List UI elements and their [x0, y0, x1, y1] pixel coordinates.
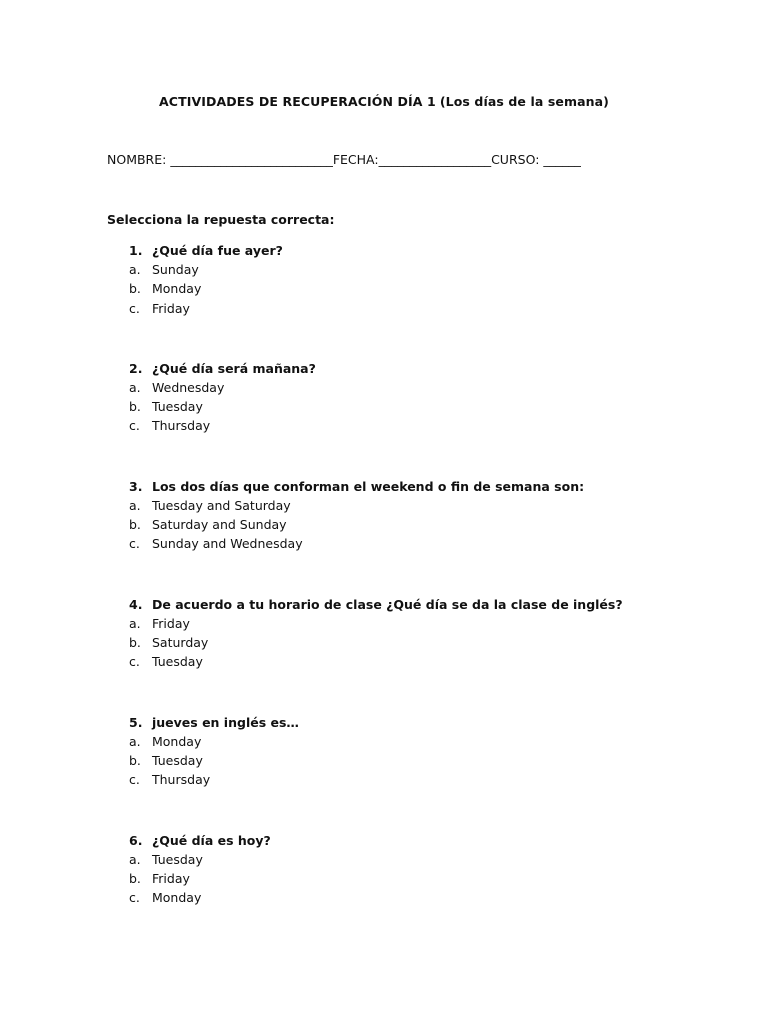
question-text: jueves en inglés es… [152, 715, 299, 730]
instruction-text: Selecciona la repuesta correcta: [107, 212, 335, 227]
question-text: ¿Qué día será mañana? [152, 361, 316, 376]
option-text: Saturday and Sunday [152, 517, 287, 532]
option-letter: a. [129, 262, 141, 277]
question-number: 3. [129, 479, 143, 494]
question-number: 4. [129, 597, 143, 612]
option-letter: c. [129, 536, 140, 551]
option-text: Saturday [152, 635, 209, 650]
question-3-heading [129, 479, 584, 494]
question-number: 5. [129, 715, 143, 730]
option-letter: c. [129, 654, 140, 669]
option-text: Friday [152, 616, 190, 631]
option-a [129, 498, 291, 513]
option-c [129, 418, 210, 433]
option-a [129, 852, 203, 867]
option-b [129, 871, 190, 886]
option-text: Tuesday and Saturday [152, 498, 291, 513]
option-c [129, 301, 190, 316]
option-b [129, 753, 203, 768]
option-letter: a. [129, 852, 141, 867]
option-text: Tuesday [152, 654, 203, 669]
option-text: Friday [152, 301, 190, 316]
question-text: ¿Qué día es hoy? [152, 833, 271, 848]
option-letter: b. [129, 753, 141, 768]
question-2-heading [129, 361, 316, 376]
question-text: Los dos días que conforman el weekend o fin de semana son: [152, 479, 585, 494]
option-text: Sunday [152, 262, 199, 277]
option-text: Friday [152, 871, 190, 886]
option-letter: b. [129, 517, 141, 532]
option-letter: c. [129, 772, 140, 787]
question-5-heading [129, 715, 299, 730]
option-b [129, 281, 201, 296]
option-text: Tuesday [152, 852, 203, 867]
document-title [0, 94, 768, 109]
option-text: Thursday [152, 772, 211, 787]
option-b [129, 635, 208, 650]
option-letter: b. [129, 871, 141, 886]
question-6-heading [129, 833, 271, 848]
question-text: De acuerdo a tu horario de clase ¿Qué día se da la clase de inglés? [152, 597, 623, 612]
option-text: Wednesday [152, 380, 225, 395]
option-letter: c. [129, 890, 140, 905]
question-number: 1. [129, 243, 143, 258]
option-letter: b. [129, 635, 141, 650]
option-letter: a. [129, 734, 141, 749]
option-letter: a. [129, 616, 141, 631]
option-text: Monday [152, 890, 202, 905]
option-c [129, 772, 210, 787]
question-4-heading [129, 597, 623, 612]
question-1-heading [129, 243, 283, 258]
option-letter: b. [129, 399, 141, 414]
option-a [129, 734, 201, 749]
option-letter: c. [129, 418, 140, 433]
option-letter: a. [129, 380, 141, 395]
option-text: Thursday [152, 418, 211, 433]
option-c [129, 654, 203, 669]
question-text: ¿Qué día fue ayer? [152, 243, 283, 258]
document-title-sub: (Los días de la semana) [439, 94, 609, 109]
option-letter: c. [129, 301, 140, 316]
question-number: 6. [129, 833, 143, 848]
option-b [129, 399, 203, 414]
option-text: Sunday and Wednesday [152, 536, 303, 551]
option-text: Tuesday [152, 399, 203, 414]
option-a [129, 616, 190, 631]
option-letter: b. [129, 281, 141, 296]
option-a [129, 262, 199, 277]
option-text: Monday [152, 734, 202, 749]
option-c [129, 890, 201, 905]
document-title-main: ACTIVIDADES DE RECUPERACIÓN DÍA 1 [159, 94, 436, 109]
option-letter: a. [129, 498, 141, 513]
option-b [129, 517, 287, 532]
option-text: Tuesday [152, 753, 203, 768]
option-text: Monday [152, 281, 202, 296]
option-c [129, 536, 303, 551]
student-info-line: NOMBRE: __________________________FECHA:__________________CURSO: ______ [107, 152, 581, 167]
question-number: 2. [129, 361, 143, 376]
option-a [129, 380, 224, 395]
